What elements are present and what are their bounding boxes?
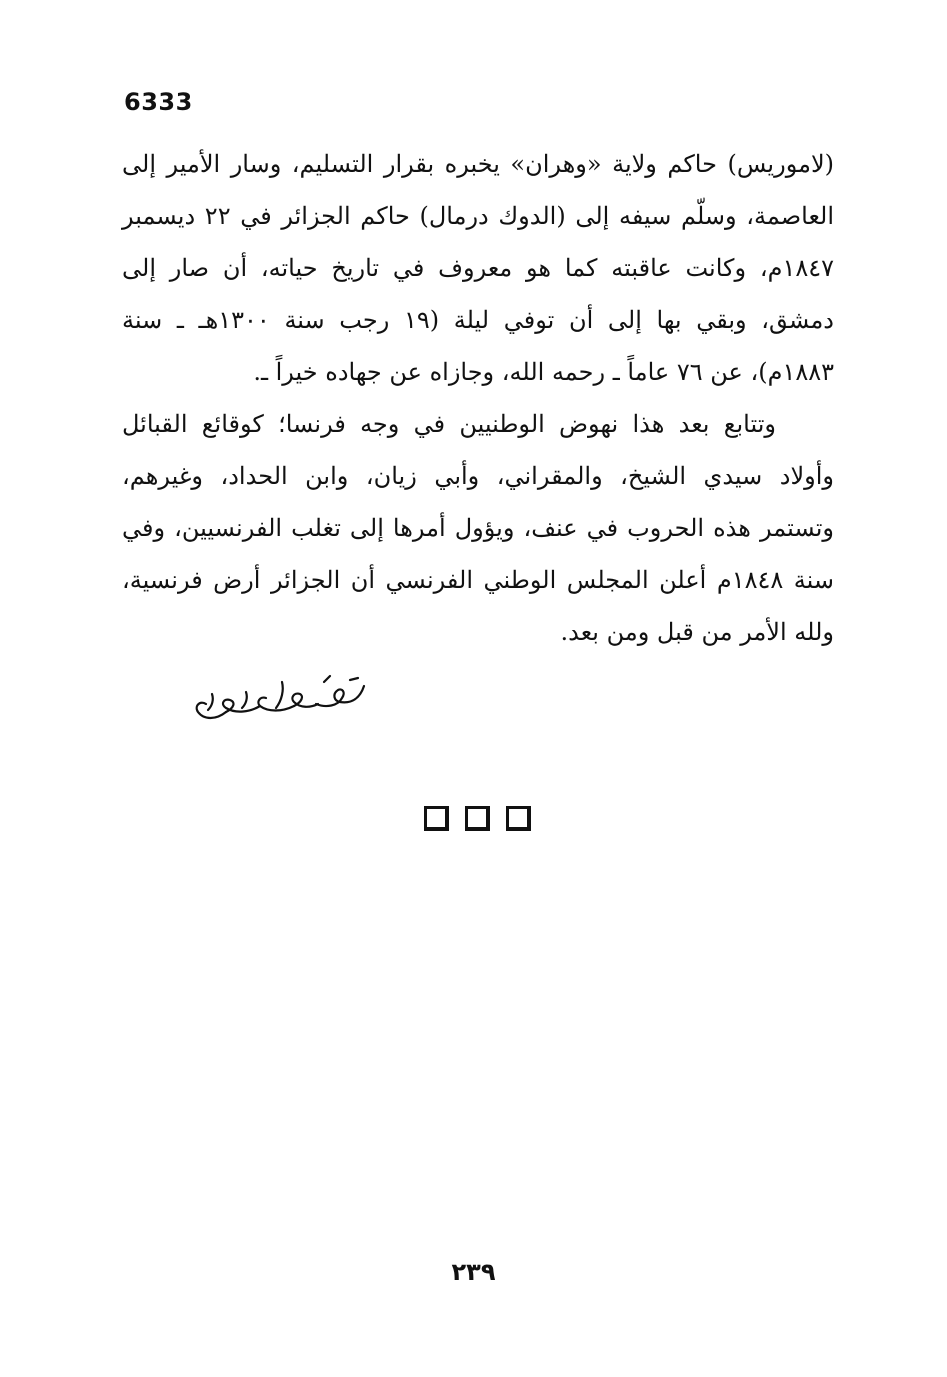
page-id: 6333: [124, 88, 193, 116]
square-ornament-icon: [506, 806, 531, 831]
square-ornament-icon: [424, 806, 449, 831]
paragraph-1: (لاموريس) حاكم ولاية «وهران» يخبره بقرار التسليم، وسار الأمير إلى العاصمة، وسلّم سيفه إلى (الدوك درمال) حاكم الجزائر في ٢٢ ديسمبر ١٨٤٧م، وكانت عاقبته كما هو معروف في تاريخ حياته، أن صار إلى دمشق، وبقي بها إلى أن توفي ليلة (١٩ رجب سنة ١٣٠٠هـ ـ سنة ١٨٨٣م)، عن ٧٦ عاماً ـ رحمه الله، وجازاه عن جهاده خيراً ـ.: [122, 150, 835, 386]
paragraph-2: وتتابع بعد هذا نهوض الوطنيين في وجه فرنسا؛ كوقائع القبائل وأولاد سيدي الشيخ، والمقراني، وأبي زيان، وابن الحداد، وغيرهم، وتستمر هذه الحروب في عنف، ويؤول أمرها إلى تغلب الفرنسيين، وفي سنة ١٨٤٨م أعلن المجلس الوطني الفرنسي أن الجزائر أرض فرنسية، ولله الأمر من قبل ومن بعد.: [122, 410, 834, 646]
body-text: [122, 138, 834, 658]
page-number: ٢٣٩: [451, 1258, 496, 1286]
section-separator: [424, 806, 531, 831]
handwritten-signature: [190, 668, 370, 728]
square-ornament-icon: [465, 806, 490, 831]
